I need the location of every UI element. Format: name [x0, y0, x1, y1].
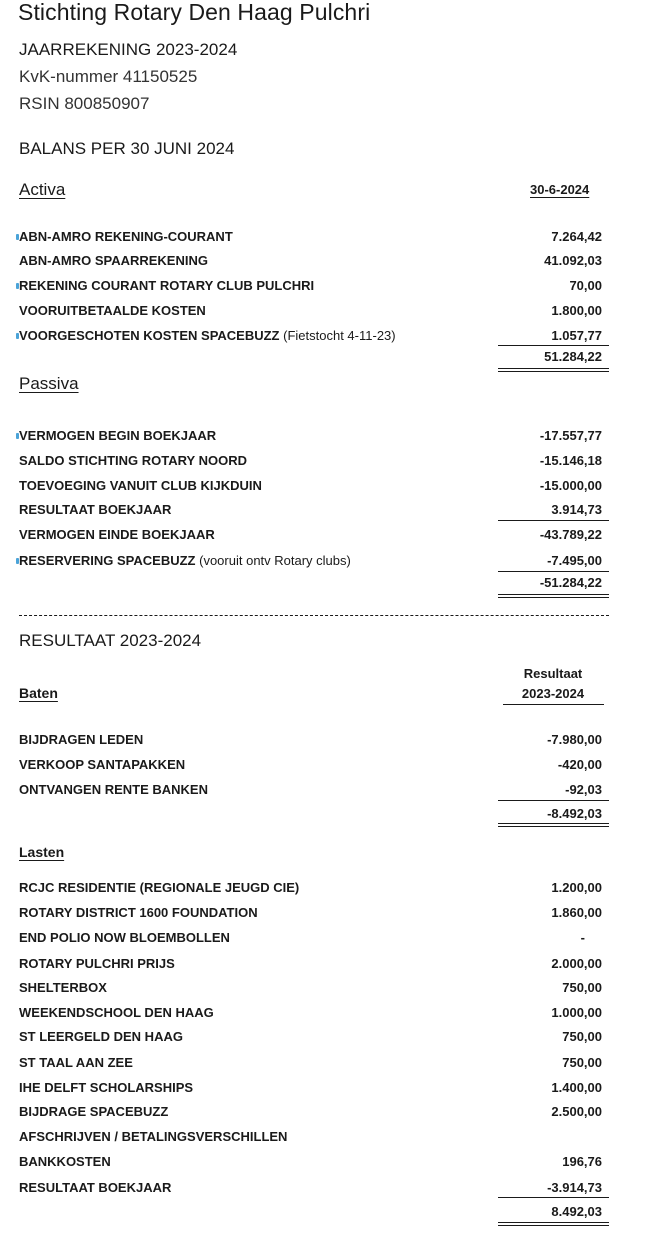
row-value: 750,00	[562, 1055, 602, 1070]
table-row	[19, 1055, 609, 1077]
row-label: RESERVERING SPACEBUZZ	[19, 553, 196, 568]
row-label: ROTARY PULCHRI PRIJS	[19, 956, 175, 971]
row-label: ONTVANGEN RENTE BANKEN	[19, 782, 208, 797]
row-value: 1.400,00	[551, 1080, 602, 1095]
row-label: AFSCHRIJVEN / BETALINGSVERSCHILLEN	[19, 1129, 288, 1144]
kvk-number: KvK-nummer 41150525	[19, 67, 198, 86]
row-label: VOORUITBETAALDE KOSTEN	[19, 303, 206, 318]
row-value: 70,00	[569, 278, 602, 293]
subtotal-rule	[498, 1197, 609, 1198]
row-label: END POLIO NOW BLOEMBOLLEN	[19, 930, 230, 945]
row-value: 1.000,00	[551, 1005, 602, 1020]
row-label: SHELTERBOX	[19, 980, 107, 995]
row-value: -3.914,73	[547, 1180, 602, 1195]
row-label: VOORGESCHOTEN KOSTEN SPACEBUZZ	[19, 328, 280, 343]
row-value: -7.495,00	[547, 553, 602, 568]
table-row	[19, 1129, 609, 1151]
report-title: JAARREKENING 2023-2024	[19, 40, 238, 59]
table-row	[19, 1104, 609, 1126]
row-value: 196,76	[562, 1154, 602, 1169]
row-label: BIJDRAGEN LEDEN	[19, 732, 144, 747]
table-row	[19, 757, 609, 779]
subtotal-rule	[498, 800, 609, 801]
row-label: VERKOOP SANTAPAKKEN	[19, 757, 186, 772]
subtotal-rule	[498, 345, 609, 346]
row-label: VERMOGEN BEGIN BOEKJAAR	[19, 428, 217, 443]
section-divider	[19, 615, 609, 616]
result-column-header-1: Resultaat	[523, 666, 583, 681]
row-label: BANKKOSTEN	[19, 1154, 111, 1169]
table-row	[19, 1180, 609, 1202]
total-double-rule	[498, 1222, 609, 1226]
row-value: 2.500,00	[551, 1104, 602, 1119]
passiva-total: -51.284,22	[539, 575, 602, 590]
table-row	[19, 732, 609, 754]
balance-title: BALANS PER 30 JUNI 2024	[19, 139, 235, 158]
lasten-total: 8.492,03	[551, 1204, 602, 1219]
row-label: ST TAAL AAN ZEE	[19, 1055, 133, 1070]
subtotal-rule	[498, 520, 609, 521]
row-value: -43.789,22	[539, 527, 602, 542]
baten-total: -8.492,03	[547, 806, 602, 821]
row-note: (Fietstocht 4-11-23)	[283, 328, 396, 343]
row-value: 750,00	[562, 980, 602, 995]
table-row	[19, 453, 609, 475]
table-row	[19, 328, 609, 350]
row-value: -15.146,18	[539, 453, 602, 468]
table-row	[19, 1154, 609, 1176]
rsin-number: RSIN 800850907	[19, 94, 150, 113]
table-row	[19, 1029, 609, 1051]
lasten-heading: Lasten	[19, 844, 65, 860]
row-label: RCJC RESIDENTIE (REGIONALE JEUGD CIE)	[19, 880, 300, 895]
row-label: VERMOGEN EINDE BOEKJAAR	[19, 527, 215, 542]
table-row	[19, 956, 609, 978]
total-double-rule	[498, 594, 609, 598]
table-row	[19, 428, 609, 450]
activa-heading: Activa	[19, 180, 66, 199]
row-value: -92,03	[565, 782, 602, 797]
row-value: 2.000,00	[551, 956, 602, 971]
row-value: 1.200,00	[551, 880, 602, 895]
row-value: -420,00	[557, 757, 602, 772]
result-title: RESULTAAT 2023-2024	[19, 631, 202, 650]
row-value: -	[580, 930, 585, 945]
table-row	[19, 278, 609, 300]
table-row	[19, 253, 609, 275]
row-value: 41.092,03	[544, 253, 602, 268]
passiva-heading: Passiva	[19, 374, 79, 393]
table-row	[19, 1080, 609, 1102]
row-value: 1.800,00	[551, 303, 602, 318]
document-title: Stichting Rotary Den Haag Pulchri	[18, 0, 371, 25]
table-row	[19, 930, 609, 952]
table-row	[19, 880, 609, 902]
row-label: IHE DELFT SCHOLARSHIPS	[19, 1080, 194, 1095]
total-double-rule	[498, 823, 609, 827]
row-label: SALDO STICHTING ROTARY NOORD	[19, 453, 247, 468]
row-value: 750,00	[562, 1029, 602, 1044]
row-value: 1.860,00	[551, 905, 602, 920]
total-double-rule	[498, 368, 609, 372]
row-note: (vooruit ontv Rotary clubs)	[199, 553, 351, 568]
row-label: TOEVOEGING VANUIT CLUB KIJKDUIN	[19, 478, 262, 493]
table-row	[19, 229, 609, 251]
table-row	[19, 980, 609, 1002]
baten-heading: Baten	[19, 685, 58, 701]
row-value: 7.264,42	[551, 229, 602, 244]
row-value: -7.980,00	[547, 732, 602, 747]
header-rule	[503, 704, 604, 705]
result-column-header-2: 2023-2024	[521, 686, 585, 701]
row-label: ABN-AMRO SPAARREKENING	[19, 253, 208, 268]
table-row	[19, 905, 609, 927]
row-label: REKENING COURANT ROTARY CLUB PULCHRI	[19, 278, 315, 293]
row-value: 3.914,73	[551, 502, 602, 517]
row-label: ROTARY DISTRICT 1600 FOUNDATION	[19, 905, 258, 920]
subtotal-rule	[498, 571, 609, 572]
activa-total: 51.284,22	[544, 349, 602, 364]
table-row	[19, 478, 609, 500]
row-label: RESULTAAT BOEKJAAR	[19, 1180, 172, 1195]
table-row	[19, 303, 609, 325]
row-label: ABN-AMRO REKENING-COURANT	[19, 229, 233, 244]
row-label: BIJDRAGE SPACEBUZZ	[19, 1104, 169, 1119]
table-row	[19, 527, 609, 549]
table-row	[19, 1005, 609, 1027]
row-label: RESULTAAT BOEKJAAR	[19, 502, 172, 517]
date-column-header: 30-6-2024	[530, 182, 590, 197]
row-label: WEEKENDSCHOOL DEN HAAG	[19, 1005, 214, 1020]
row-value: 1.057,77	[551, 328, 602, 343]
row-value: -15.000,00	[539, 478, 602, 493]
row-value: -17.557,77	[539, 428, 602, 443]
row-label: ST LEERGELD DEN HAAG	[19, 1029, 183, 1044]
